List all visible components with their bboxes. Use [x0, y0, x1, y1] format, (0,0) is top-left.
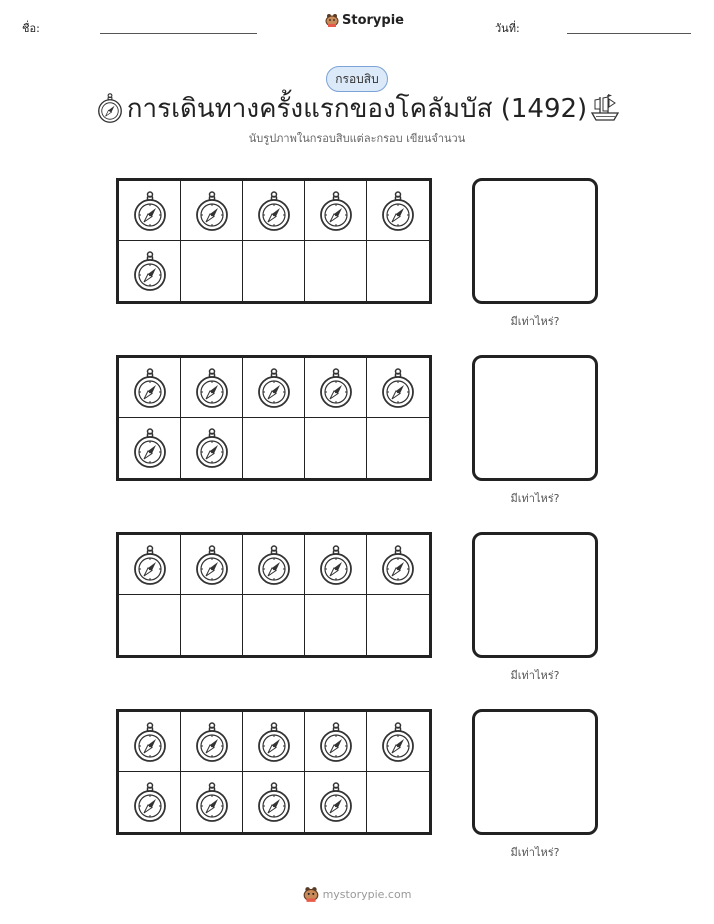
- ten-frame-cell: [305, 712, 367, 772]
- ten-frame-cell: [367, 772, 429, 832]
- ten-frame-cell: [305, 241, 367, 301]
- brand-logo: [325, 13, 404, 28]
- ten-frame-cell: [119, 712, 181, 772]
- compass-icon: [195, 428, 229, 468]
- ten-frame-cell: [119, 418, 181, 478]
- ten-frame-cell: [305, 595, 367, 655]
- ten-frame-cell: [181, 772, 243, 832]
- compass-icon: [319, 545, 353, 585]
- compass-icon: [195, 545, 229, 585]
- compass-icon: [133, 545, 167, 585]
- answer-box[interactable]: [472, 532, 598, 658]
- compass-icon: [319, 368, 353, 408]
- ten-frame-cell: [181, 712, 243, 772]
- answer-box[interactable]: [472, 355, 598, 481]
- compass-icon: [381, 545, 415, 585]
- ten-frame-cell: [243, 358, 305, 418]
- ten-frame-cell: [305, 535, 367, 595]
- ten-frame-cell: [181, 418, 243, 478]
- compass-icon: [257, 782, 291, 822]
- footer: [0, 886, 714, 903]
- ten-frame-cell: [305, 772, 367, 832]
- ten-frame-cell: [181, 181, 243, 241]
- date-label: วันที่:: [495, 22, 520, 35]
- ten-frame-cell: [367, 535, 429, 595]
- compass-icon: [195, 722, 229, 762]
- ten-frame-cell: [367, 181, 429, 241]
- compass-icon: [257, 368, 291, 408]
- ten-frame: [116, 178, 432, 304]
- compass-icon: [133, 782, 167, 822]
- compass-icon: [195, 368, 229, 408]
- compass-icon: [133, 428, 167, 468]
- compass-icon: [381, 368, 415, 408]
- compass-icon: [195, 782, 229, 822]
- footer-url: mystorypie.com: [322, 888, 412, 901]
- answer-box[interactable]: [472, 178, 598, 304]
- page-title: การเดินทางครั้งแรกของโคลัมบัส (1492): [126, 94, 588, 124]
- ten-frame-cell: [243, 712, 305, 772]
- compass-icon: [319, 722, 353, 762]
- ten-frame-cell: [367, 358, 429, 418]
- ten-frame-cell: [367, 241, 429, 301]
- compass-icon: [319, 782, 353, 822]
- ship-icon: [590, 93, 620, 123]
- date-line[interactable]: [567, 33, 691, 34]
- answer-prompt: มีเท่าไหร่?: [510, 669, 560, 682]
- ten-frame-cell: [367, 595, 429, 655]
- compass-icon: [257, 191, 291, 231]
- ten-frame-cell: [367, 418, 429, 478]
- compass-icon: [381, 191, 415, 231]
- ten-frame-cell: [243, 181, 305, 241]
- brand-name: Storypie: [342, 13, 404, 28]
- name-line[interactable]: [100, 33, 257, 34]
- answer-prompt: มีเท่าไหร่?: [510, 846, 560, 859]
- ten-frame-cell: [119, 241, 181, 301]
- compass-icon: [195, 191, 229, 231]
- ten-frame-cell: [119, 181, 181, 241]
- ten-frame-cell: [181, 595, 243, 655]
- storypie-logo-icon: [325, 13, 339, 28]
- compass-icon: [133, 722, 167, 762]
- ten-frame: [116, 355, 432, 481]
- ten-frame-cell: [305, 418, 367, 478]
- compass-icon: [381, 722, 415, 762]
- name-label: ชื่อ:: [22, 22, 40, 35]
- compass-icon: [133, 368, 167, 408]
- ten-frame-cell: [181, 241, 243, 301]
- compass-icon: [257, 545, 291, 585]
- instructions: นับรูปภาพในกรอบสิบแต่ละกรอบ เขียนจำนวน: [248, 132, 466, 145]
- ten-frame: [116, 709, 432, 835]
- ten-frame-cell: [305, 358, 367, 418]
- ten-frame-cell: [243, 595, 305, 655]
- ten-frame-cell: [119, 358, 181, 418]
- ten-frame-cell: [119, 535, 181, 595]
- answer-box[interactable]: [472, 709, 598, 835]
- ten-frame: [116, 532, 432, 658]
- answer-prompt: มีเท่าไหร่?: [510, 492, 560, 505]
- answer-prompt: มีเท่าไหร่?: [510, 315, 560, 328]
- ten-frame-cell: [181, 535, 243, 595]
- ten-frame-cell: [305, 181, 367, 241]
- ten-frame-cell: [181, 358, 243, 418]
- worksheet-type-badge: กรอบสิบ: [326, 66, 388, 92]
- ten-frame-cell: [243, 241, 305, 301]
- ten-frame-cell: [367, 712, 429, 772]
- compass-icon: [133, 251, 167, 291]
- compass-icon: [319, 191, 353, 231]
- storypie-logo-icon: [303, 886, 319, 903]
- ten-frame-cell: [119, 772, 181, 832]
- compass-icon: [133, 191, 167, 231]
- ten-frame-cell: [243, 418, 305, 478]
- ten-frame-cell: [243, 535, 305, 595]
- ten-frame-cell: [119, 595, 181, 655]
- ten-frame-cell: [243, 772, 305, 832]
- compass-icon: [257, 722, 291, 762]
